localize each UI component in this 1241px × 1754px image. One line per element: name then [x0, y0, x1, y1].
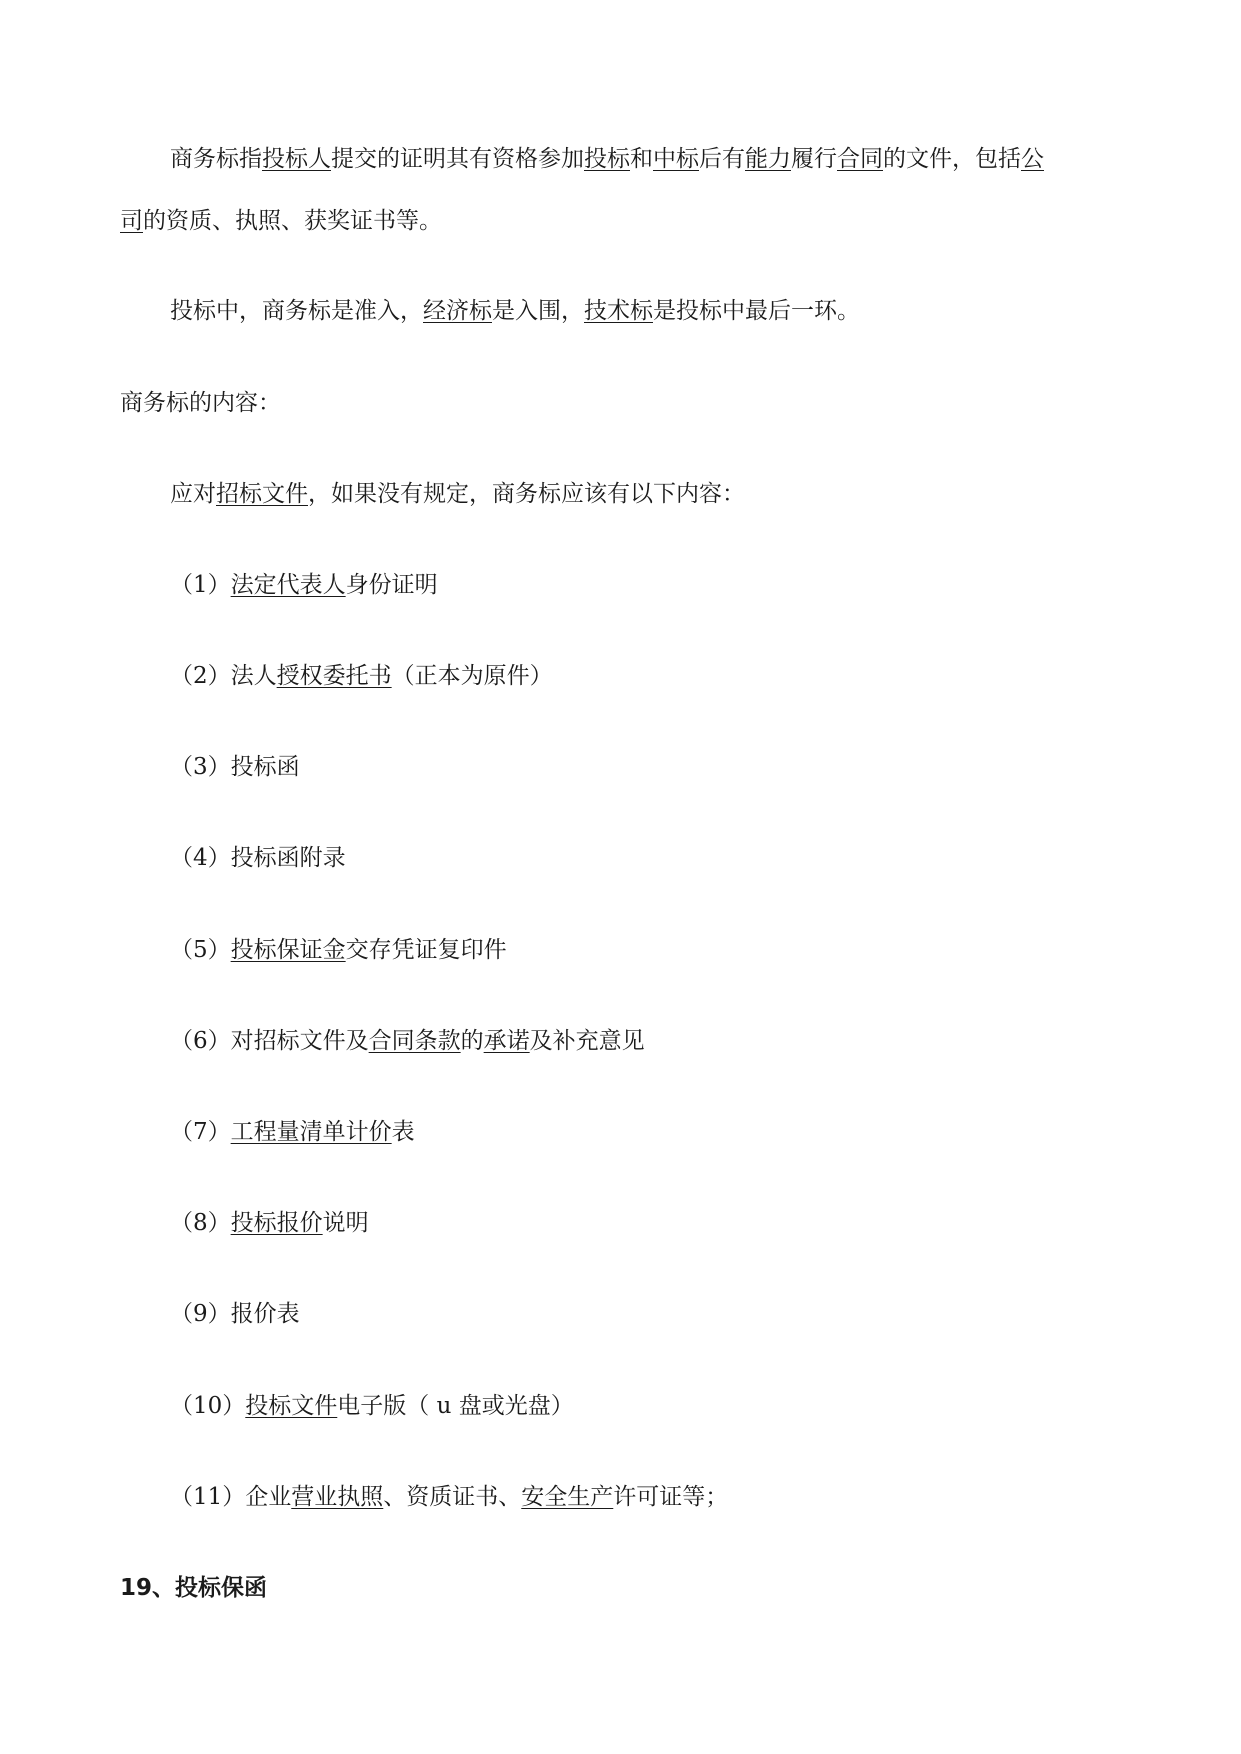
text: 是投标中最后一环。 — [653, 298, 860, 324]
list-item — [170, 935, 507, 965]
text: （9）报价表 — [170, 1301, 300, 1327]
link-company[interactable]: 司 — [120, 208, 143, 234]
link-technical-bid[interactable]: 技术标 — [584, 298, 653, 324]
link-contract-terms[interactable]: 合同条款 — [368, 1028, 461, 1054]
text: 后有 — [699, 146, 745, 172]
text: 表 — [391, 1119, 415, 1145]
link-business-license[interactable]: 营业执照 — [291, 1484, 384, 1510]
link-power-of-attorney[interactable]: 授权委托书 — [276, 663, 392, 689]
text: 电子版（ u 盘或光盘） — [337, 1393, 574, 1419]
intro-paragraph-line-1 — [170, 144, 1044, 174]
text: 应对 — [170, 481, 216, 507]
list-item — [170, 1391, 574, 1421]
text: 履行 — [791, 146, 837, 172]
link-legal-representative[interactable]: 法定代表人 — [230, 572, 346, 598]
link-bidding[interactable]: 投标 — [584, 146, 630, 172]
intro-paragraph-line-2 — [120, 206, 442, 236]
link-bill-of-quantities[interactable]: 工程量清单计价 — [230, 1119, 392, 1145]
text: 说明 — [322, 1210, 369, 1236]
link-commitment[interactable]: 承诺 — [483, 1028, 530, 1054]
link-company[interactable]: 公 — [1021, 146, 1044, 172]
text: 身份证明 — [345, 572, 438, 598]
link-bid-documents[interactable]: 投标文件 — [245, 1393, 338, 1419]
link-economic-bid[interactable]: 经济标 — [423, 298, 492, 324]
text: ，如果没有规定，商务标应该有以下内容： — [308, 481, 745, 507]
text: （4）投标函附录 — [170, 845, 346, 871]
text: 交存凭证复印件 — [345, 937, 507, 963]
text: 的 — [460, 1028, 484, 1054]
item-number: （2）法人 — [170, 663, 277, 689]
list-item — [170, 843, 346, 873]
list-item — [170, 1482, 728, 1512]
list-item — [170, 1026, 645, 1056]
text: 及补充意见 — [529, 1028, 645, 1054]
list-item — [170, 1117, 415, 1147]
contents-label: 商务标的内容： — [120, 390, 281, 416]
link-winning-bid[interactable]: 中标 — [653, 146, 699, 172]
item-number: （1） — [170, 572, 231, 598]
text: （正本为原件） — [391, 663, 553, 689]
list-item — [170, 752, 300, 782]
text: 商务标指 — [170, 146, 262, 172]
link-contract[interactable]: 合同 — [837, 146, 883, 172]
text: （3）投标函 — [170, 754, 300, 780]
list-item — [170, 1299, 300, 1329]
link-bidder[interactable]: 投标人 — [262, 146, 331, 172]
item-number: （5） — [170, 937, 231, 963]
text: 的资质、执照、获奖证书等。 — [143, 208, 442, 234]
item-number: （7） — [170, 1119, 231, 1145]
item-number: （10） — [170, 1393, 246, 1419]
summary-paragraph — [170, 296, 860, 326]
contents-intro — [170, 479, 745, 509]
text: 提交的证明其有资格参加 — [331, 146, 584, 172]
link-ability[interactable]: 能力 — [745, 146, 791, 172]
text: 、资质证书、 — [383, 1484, 522, 1510]
item-number: （8） — [170, 1210, 231, 1236]
link-tender-document[interactable]: 招标文件 — [216, 481, 308, 507]
list-item — [170, 1208, 369, 1238]
text: （6）对招标文件及 — [170, 1028, 369, 1054]
section-heading: 19、投标保函 — [120, 1575, 268, 1601]
text: 投标中，商务标是准入， — [170, 298, 423, 324]
text: 和 — [630, 146, 653, 172]
list-item — [170, 570, 438, 600]
link-bid-bond[interactable]: 投标保证金 — [230, 937, 346, 963]
text: 许可证等； — [613, 1484, 729, 1510]
text: （11）企业 — [170, 1484, 292, 1510]
link-bid-quotation[interactable]: 投标报价 — [230, 1210, 323, 1236]
text: 的文件，包括 — [883, 146, 1021, 172]
text: 是入围， — [492, 298, 584, 324]
list-item — [170, 661, 553, 691]
link-safety-production[interactable]: 安全生产 — [521, 1484, 614, 1510]
